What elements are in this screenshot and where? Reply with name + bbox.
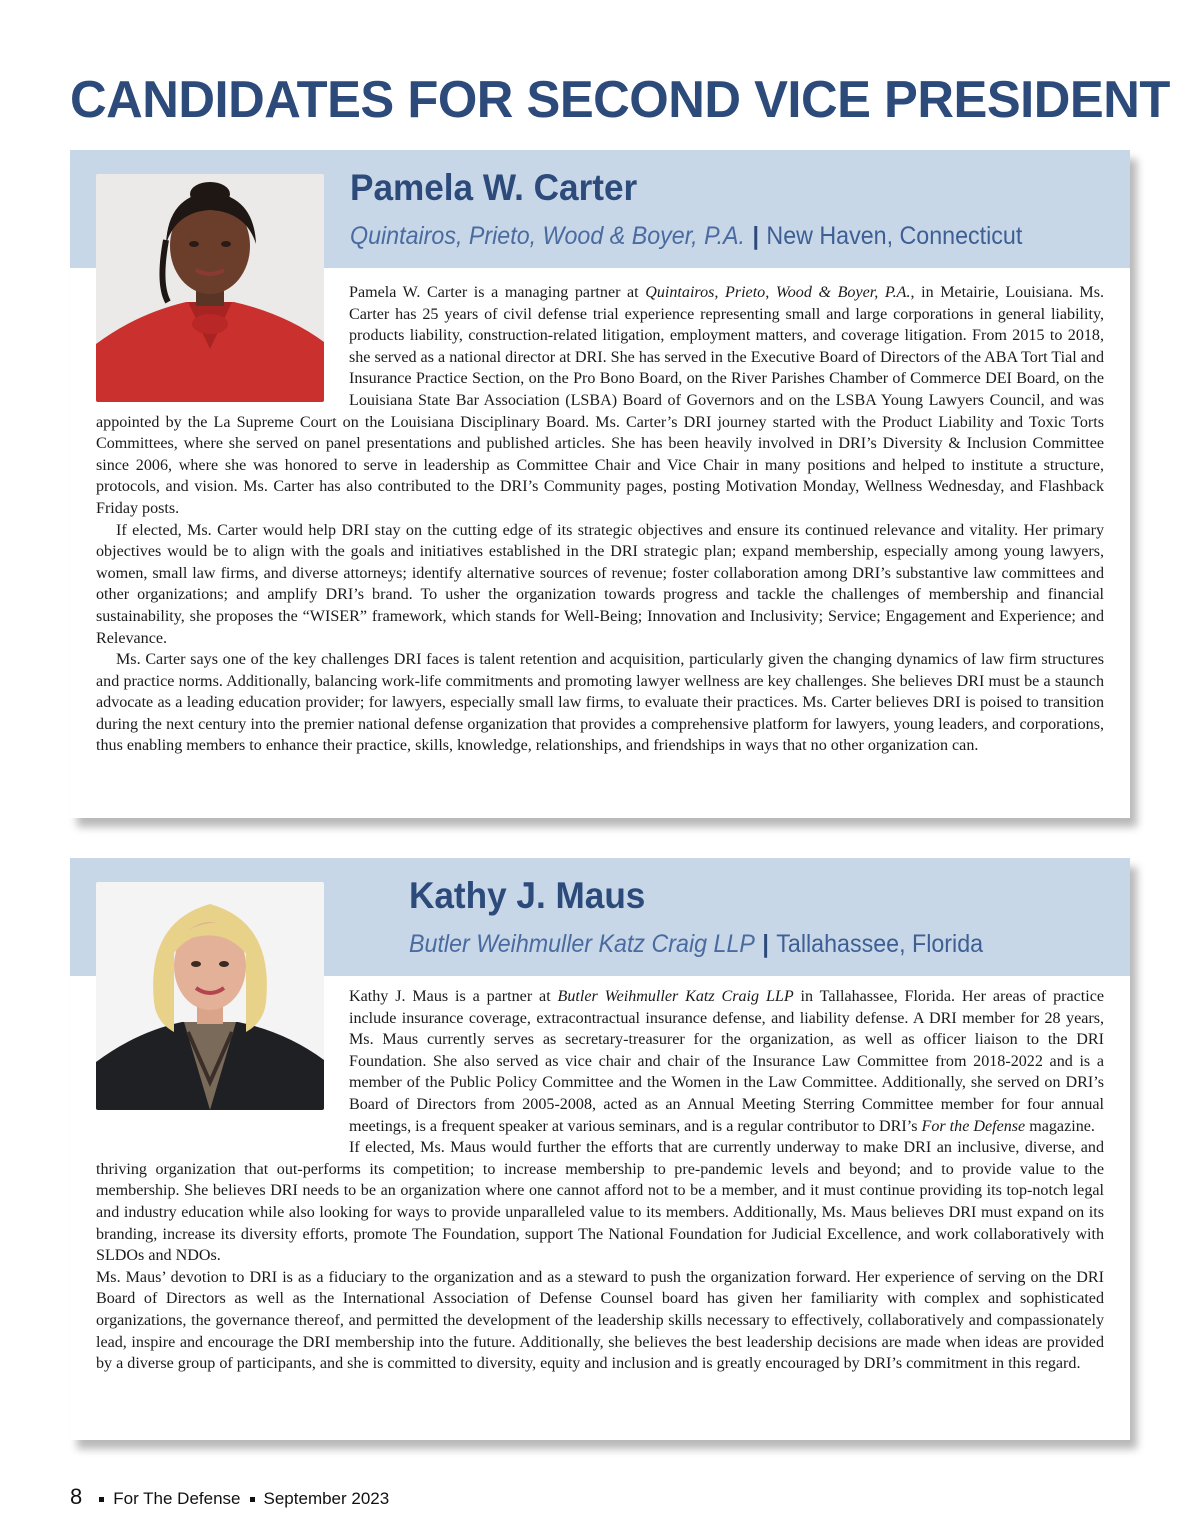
magazine-reference: For the Defense xyxy=(921,1117,1026,1135)
bio-paragraph: Ms. Maus’ devotion to DRI is as a fiduciary to the organization and as a steward to push the organization forward. Her experience of serving on the DRI Board of Directors as well as the International Association of Defense Counsel board has given her familiarity with complex and sophisticated organizations, the governance thereof, and permitted the development of the leadership skills necessary to effectively, collaboratively and compassionately lead, inspire and encourage the DRI membership into the future. Additionally, she believes the best leadership decisions are made when ideas are provided by a diverse group of participants, and she is committed to diversity, equity and inclusion and is greatly encouraged by DRI’s commitment in this regard. xyxy=(96,1268,1104,1373)
bullet-separator xyxy=(99,1497,104,1502)
bio-paragraph: Kathy J. Maus is a partner at Butler Weihmuller Katz Craig LLP in Tallahassee, Florida. Her areas of practice include insurance coverage, extracontractual insurance defense, and liability defense. A DRI member for 28 years, Ms. Maus currently serves as secretary-treasurer for the organization, as well as officer liaison to the DRI Foundation. She also served as vice chair and chair of the Insurance Law Committee from 2018-2022 and is a member of the Public Policy Committee and the Women in the Law Committee. Additionally, she served on DRI’s Board of Directors from 2005-2008, acted as an Annual Meeting Sterring Committee member for four annual meetings, is a frequent speaker at various seminars, and is a regular contributor to DRI’s For the Defense magazine. xyxy=(349,988,1104,1135)
candidate-bio xyxy=(96,986,1104,1375)
page-footer xyxy=(70,1484,389,1510)
candidate-location: Tallahassee, Florida xyxy=(776,930,984,958)
separator: | xyxy=(762,930,769,958)
candidate-card-maus xyxy=(70,858,1130,1440)
bullet-separator xyxy=(250,1497,255,1502)
candidate-firm: Quintairos, Prieto, Wood & Boyer, P.A. xyxy=(350,222,746,250)
candidate-bio xyxy=(96,282,1104,757)
candidate-card-carter xyxy=(70,150,1130,818)
issue-date: September 2023 xyxy=(263,1489,390,1508)
separator: | xyxy=(752,222,759,250)
bio-paragraph: Pamela W. Carter is a managing partner at Quintairos, Prieto, Wood & Boyer, P.A., in Metairie, Louisiana. Ms. Carter has 25 years of civil defense trial experience representing small and large corporations in general liability, products liability, construction-related litigation, employment matters, and coverage litigation. From 2015 to 2018, she served as a national director at DRI. She has served in the Executive Board of Directors of the ABA Tort Tial and Insurance Practice Section, on the Pro Bono Board, on the River Parishes Chamber of Commerce DEI Board, on the Louisiana State Bar Association (LSBA) Board of Governors and on the LSBA Young Lawyers Council, and was appointed by the La Supreme Court on the Louisiana Disciplinary Board. Ms. Carter’s DRI journey started with the Product Liability and Toxic Torts Committees, where she served on panel presentations and published articles. She has been heavily involved in DRI’s Diversity & Inclusion Committee since 2006, where she was honored to serve in leadership as Committee Chair and Vice Chair in many positions and helped to institute a structure, protocols, and vision. Ms. Carter has also contributed to the DRI’s Community pages, posting Motivation Monday, Wellness Wednesday, and Flashback Friday posts. xyxy=(96,284,1104,517)
firm-reference: Quintairos, Prieto, Wood & Boyer, P.A. xyxy=(645,284,911,301)
page-number: 8 xyxy=(70,1484,83,1509)
page-title: CANDIDATES FOR SECOND VICE PRESIDENT xyxy=(70,71,1170,129)
publication-name: For The Defense xyxy=(113,1489,241,1508)
bio-paragraph: If elected, Ms. Maus would further the efforts that are currently underway to make DRI an inclusive, diverse, and thriving organization that out-performs its competition; to increase membership to pre-pandemic levels and beyond; and to provide value to the membership. She believes DRI needs to be an organization where one cannot afford not to be a member, and it must continue providing its top-notch legal and industry education while also looking for ways to provide unparalleled value to its members. Additionally, Ms. Maus believes DRI must expand on its branding, increase its diversity efforts, promote The Foundation, support The National Foundation for Judicial Excellence, and work collaboratively with SLDOs and NDOs. xyxy=(96,1139,1104,1265)
candidate-location: New Haven, Connecticut xyxy=(766,222,1023,250)
candidate-affiliation xyxy=(409,930,983,959)
candidate-firm: Butler Weihmuller Katz Craig LLP xyxy=(409,930,755,958)
firm-reference: Butler Weihmuller Katz Craig LLP xyxy=(557,988,794,1005)
candidate-name: Pamela W. Carter xyxy=(350,167,638,208)
candidate-name: Kathy J. Maus xyxy=(409,875,646,916)
bio-paragraph: Ms. Carter says one of the key challenges DRI faces is talent retention and acquisition, particularly given the changing dynamics of law firm structures and practice norms. Additionally, balancing work-life commitments and promoting lawyer wellness are key challenges. She believes DRI must be a staunch advocate as a leading education provider; for lawyers, especially small law firms, to evaluate their practices. Ms. Carter believes DRI is poised to transition during the next century into the premier national defense organization that provides a comprehensive platform for lawyers, young leaders, and corporations, thus enabling members to enhance their practice, skills, knowledge, relationships, and friendships in ways that no other organization can. xyxy=(96,651,1104,755)
bio-paragraph: If elected, Ms. Carter would help DRI stay on the cutting edge of its strategic objectives and ensure its continued relevance and vitality. Her primary objectives would be to align with the goals and initiatives established in the DRI strategic plan; expand membership, especially among young lawyers, women, small law firms, and diverse attorneys; identify alternative sources of revenue; foster collaboration among DRI’s substantive law committees and other organizations; and amplify DRI’s brand. To usher the organization towards progress and tackle the challenges of membership and financial sustainability, she proposes the “WISER” framework, which stands for Well-Being; Innovation and Inclusivity; Service; Engagement and Experience; and Relevance. xyxy=(96,521,1104,647)
candidate-affiliation xyxy=(350,222,1022,251)
